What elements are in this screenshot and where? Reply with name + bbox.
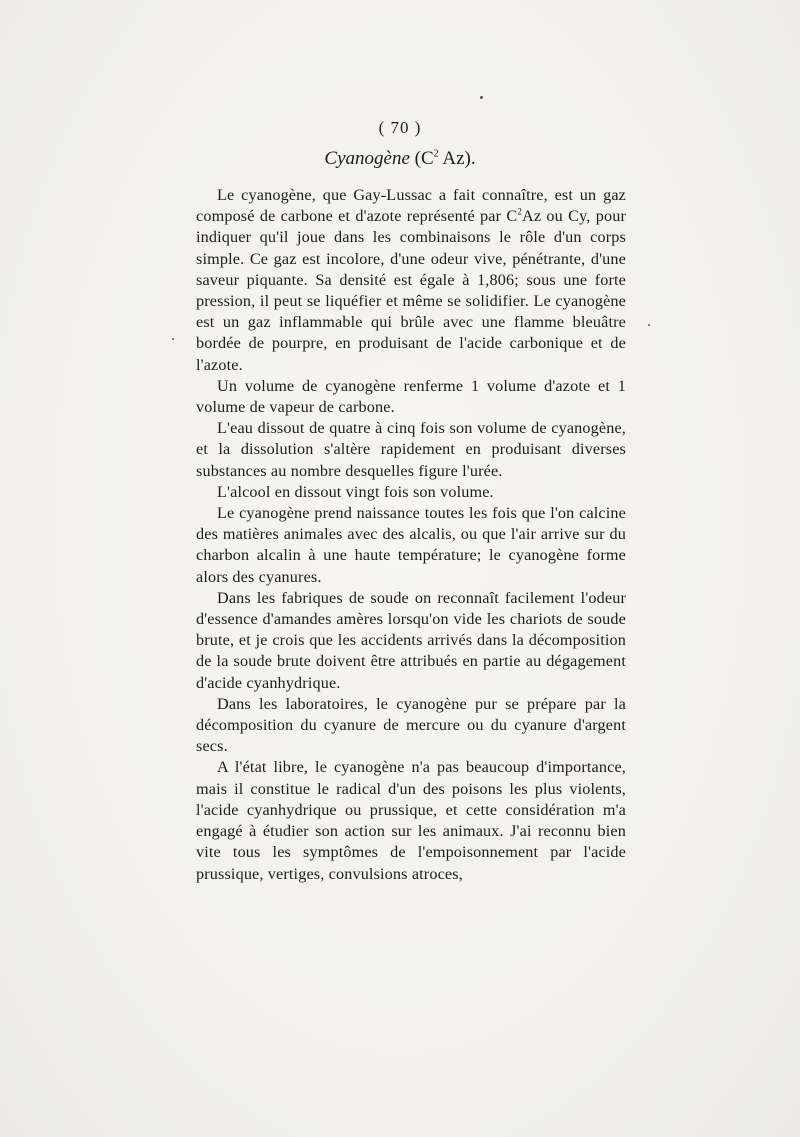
paragraph-1: [196, 185, 626, 376]
ink-speck: [480, 96, 483, 99]
paragraph-4: L'alcool en dissout vingt fois son volume.: [217, 482, 494, 501]
paragraph-1-part2: Az ou Cy, pour indiquer qu'il joue dans les combinaisons le rôle d'un corps simple. Ce gaz est incolore, d'une odeur vive, pénétrante, d'une saveur piquante. Sa densité est égale à 1,806; sous une forte pression, il peut se liquéfier et même se solidifier. Le cyanogène est un gaz inflammable qui brûle avec une flamme bleuâtre bordée de pourpre, en produisant de l'acide carbonique et de l'azote.: [196, 207, 626, 374]
title-formula-open: (C: [414, 148, 434, 169]
title-formula-close: Az).: [438, 148, 476, 169]
ink-speck: [648, 324, 650, 326]
paragraph-2: Un volume de cyanogène renferme 1 volume d'azote et 1 volume de vapeur de carbone.: [196, 376, 626, 417]
paragraph-6: Dans les fabriques de soude on reconnaît facilement l'odeur d'essence d'amandes amères lorsqu'on vide les chariots de soude brute, et je crois que les accidents arrivés dans la décomposition de la soude brute doivent être attribués en partie au dégagement d'acide cyanhydrique.: [196, 588, 626, 692]
paragraph-1-part1: Le cyanogène, que Gay-Lussac a fait connaître, est un gaz composé de carbone et d'azote représenté par C: [196, 186, 626, 226]
body-text: [196, 185, 626, 885]
paragraph-8: A l'état libre, le cyanogène n'a pas beaucoup d'importance, mais il constitue le radical d'un des poisons les plus violents, l'acide cyanhydrique ou prussique, et cette considération m'a engagé à étudier son action sur les animaux. J'ai reconnu bien vite tous les symptômes de l'empoisonnement par l'acide prussique, vertiges, convulsions atroces,: [196, 758, 626, 883]
page-number: ( 70 ): [378, 118, 422, 137]
paragraph-3: L'eau dissout de quatre à cinq fois son volume de cyanogène, et la dissolution s'altère rapidement en produisant diverses substances au nombre desquelles figure l'urée.: [196, 419, 626, 480]
title-formula-sup: 2: [433, 148, 439, 160]
ink-speck: [172, 338, 174, 340]
paragraph-1-sup: 2: [517, 206, 523, 217]
title-name: Cyanogène: [324, 148, 410, 169]
paragraph-7: Dans les laboratoires, le cyanogène pur se prépare par la décomposition du cyanure de mercure ou du cyanure d'argent secs.: [196, 694, 626, 756]
section-title: [0, 148, 800, 170]
paragraph-5: Le cyanogène prend naissance toutes les fois que l'on calcine des matières animales avec des alcalis, ou que l'air arrive sur du charbon alcalin à une haute température; le cyanogène forme alors des cyanures.: [196, 504, 626, 586]
